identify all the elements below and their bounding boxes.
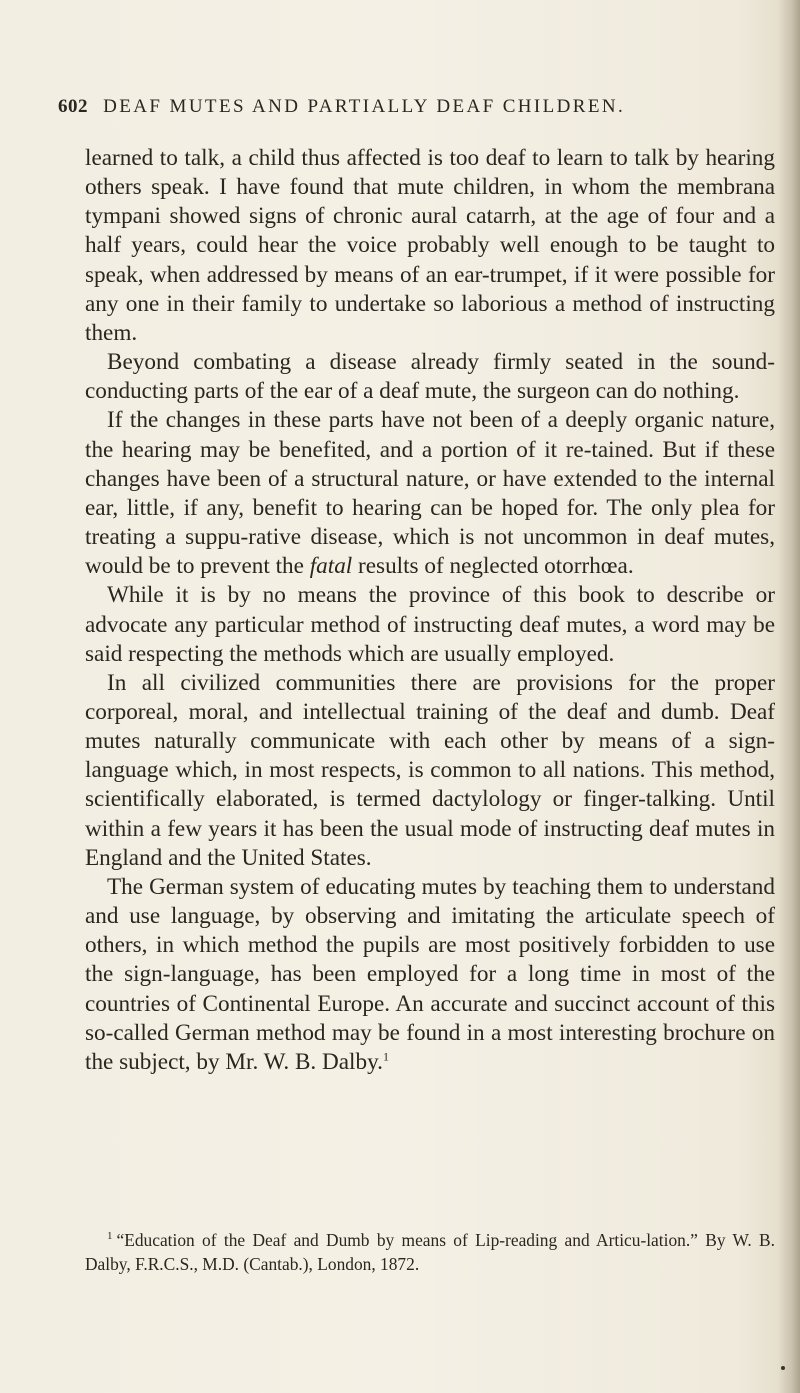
paragraph-5: In all civilized communities there are provisions for the proper corporeal, moral, and intellectual training of the deaf and dumb. Deaf mutes naturally communicate with each other by means of a sign-language which, in most respects, is common to all nations. This method, scientifically elaborated, is termed dactylology or finger-talking. Until within a few years it has been the usual mode of instructing deaf mutes in England and the United States. [85, 669, 775, 871]
footnote-paragraph [85, 1228, 775, 1276]
footnote-number: 1 [107, 1230, 113, 1243]
paragraph-3-text-after: results of neglected otorrhœa. [352, 553, 634, 580]
running-header [58, 96, 758, 126]
running-title: DEAF MUTES AND PARTIALLY DEAF CHILDREN. [103, 96, 626, 117]
footnote-mark: 1 [382, 1049, 389, 1064]
emphasis-fatal: fatal [309, 553, 353, 580]
paragraph-3-text: If the changes in these parts have not been of a deeply organic nature, the hearing may be benefited, and a portion of it re-tained. But if these changes have been of a structural nature, or have extended to the internal ear, little, if any, benefit to hearing can be hoped for. The only plea for treating a suppu-rative disease, which is not uncommon in deaf mutes, would be to prevent the [85, 407, 775, 580]
paragraph-3 [85, 406, 775, 581]
paragraph-6-text: The German system of educating mutes by teaching them to understand and use language, by observing and imitating the articulate speech of others, in which method the pupils are most positively forbidden to use the sign-language, has been employed for a long time in most of the countries of Continental Europe. An accurate and succinct account of this so-called German method may be found in a most interesting brochure on the subject, by Mr. W. B. Dalby. [85, 873, 775, 1075]
page-number: 602 [58, 96, 88, 117]
paragraph-6 [85, 873, 775, 1077]
body-text [85, 144, 775, 1077]
footnote [85, 1228, 775, 1276]
paragraph-1: learned to talk, a child thus affected is too deaf to learn to talk by hearing others speak. I have found that mute children, in whom the membrana tympani showed signs of chronic aural catarrh, at the age of four and a half years, could hear the voice probably well enough to be taught to speak, when addressed by means of an ear-trumpet, if it were possible for any one in their family to undertake so laborious a method of instructing them. [85, 145, 775, 346]
paragraph-4: While it is by no means the province of this book to describe or advocate any particular method of instructing deaf mutes, a word may be said respecting the methods which are usually employed. [85, 582, 775, 667]
page-edge-shadow [778, 0, 800, 1393]
paragraph-2: Beyond combating a disease already firmly seated in the sound-conducting parts of the ear of a deaf mute, the surgeon can do nothing. [85, 349, 775, 405]
footnote-text: “Education of the Deaf and Dumb by means of Lip-reading and Articu-lation.” By W. B. Dalby, F.R.C.S., M.D. (Cantab.), London, 1872. [85, 1230, 775, 1274]
ink-spot [781, 1366, 785, 1370]
